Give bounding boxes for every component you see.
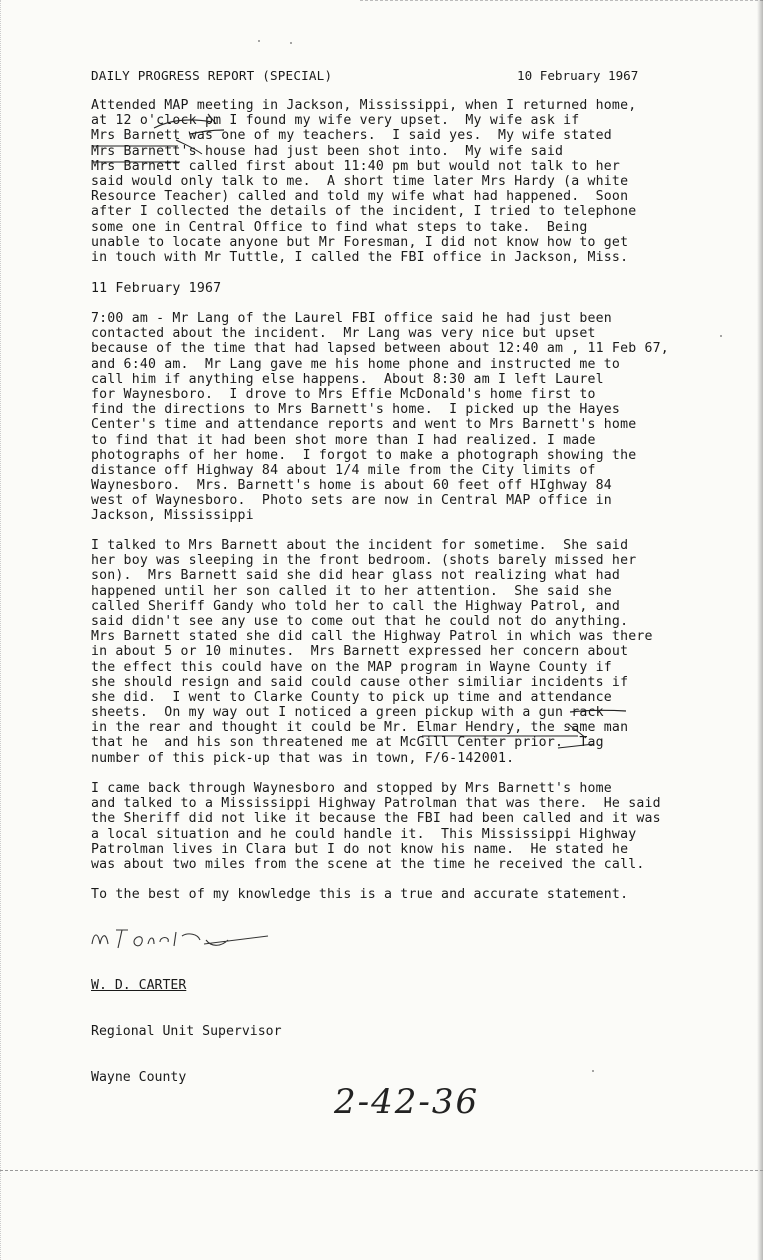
text-line: distance off Highway 84 about 1/4 mile from the City limits of (91, 462, 596, 478)
signer-name: W. D. CARTER (91, 978, 187, 994)
paragraph-1 (91, 98, 741, 265)
text-line: and talked to a Mississippi Highway Patrolman that was there. He said (91, 796, 661, 812)
text-line: said would only talk to me. A short time later Mrs Hardy (a white (91, 173, 629, 189)
text-line: to find that it had been shot more than I had realized. I made (91, 432, 596, 448)
text-line: son). Mrs Barnett said she did hear glass not realizing what had (91, 568, 621, 584)
text-line: Resource Teacher) called and told my wife what had happened. Soon (91, 189, 629, 205)
page-edge-left (0, 0, 4, 1260)
signer-title: Regional Unit Supervisor (91, 1024, 282, 1039)
text-line: sheets. On my way out I noticed a green pickup with a gun rack (91, 705, 604, 721)
text-line: in about 5 or 10 minutes. Mrs Barnett expressed her concern about (91, 644, 629, 660)
text-line: Jackson, Mississippi (91, 508, 254, 524)
page-edge-right (757, 0, 763, 1260)
text-line: Mrs Barnett called first about 11:40 pm but would not talk to her (91, 158, 621, 174)
text-line: after I collected the details of the incident, I tried to telephone (91, 204, 637, 220)
page-bottom-rule (0, 1170, 763, 1171)
text-line: for Waynesboro. I drove to Mrs Effie McDonald's home first to (91, 386, 596, 402)
text-line: because of the time that had lapsed between about 12:40 am , 11 Feb 67, (91, 341, 669, 357)
scan-speck (258, 40, 260, 42)
text-line: a local situation and he could handle it. This Mississippi Highway (91, 826, 637, 842)
text-line: 11 February 1967 (91, 281, 222, 296)
report-header (91, 68, 671, 84)
text-line: I came back through Waynesboro and stopped by Mrs Barnett's home (91, 781, 612, 796)
text-line: I talked to Mrs Barnett about the incident for sometime. She said (91, 538, 629, 553)
paragraph-3 (91, 538, 741, 766)
text-line: her boy was sleeping in the front bedroom. (shots barely missed her (91, 553, 637, 569)
text-line: the effect this could have on the MAP program in Wayne County if (91, 659, 612, 675)
text-line: call him if anything else happens. About 8:30 am I left Laurel (91, 371, 604, 387)
text-line: at 12 o'clock pm I found my wife very upset. My wife ask if (91, 113, 580, 129)
report-date: 10 February 1967 (517, 68, 639, 83)
text-line: happened until her son called it to her attention. She said she (91, 583, 612, 599)
text-line: that he and his son threatened me at McGill Center prior. Tag (91, 735, 604, 751)
scan-speck (290, 42, 292, 44)
text-line: said didn't see any use to come out that he could not do anything. (91, 613, 629, 629)
signature-block (91, 948, 282, 1115)
scan-speck (592, 1070, 594, 1072)
date-heading (91, 281, 741, 296)
attestation-statement (91, 887, 741, 902)
text-line: and 6:40 am. Mr Lang gave me his home phone and instructed me to (91, 356, 621, 372)
text-line: 7:00 am - Mr Lang of the Laurel FBI office said he had just been (91, 311, 612, 326)
text-line: photographs of her home. I forgot to make a photograph showing the (91, 447, 637, 463)
text-line: the Sheriff did not like it because the FBI had been called and it was (91, 811, 661, 827)
text-line: was about two miles from the scene at the time he received the call. (91, 856, 645, 872)
text-line: some one in Central Office to find what steps to take. Being (91, 219, 588, 235)
page-edge-top (360, 0, 763, 5)
text-line: west of Waynesboro. Photo sets are now in Central MAP office in (91, 493, 612, 509)
text-line: Mrs Barnett's house had just been shot into. My wife said (91, 143, 564, 159)
text-line: contacted about the incident. Mr Lang was very nice but upset (91, 326, 596, 342)
text-line: unable to locate anyone but Mr Foresman, I did not know how to get (91, 234, 629, 250)
paragraph-2 (91, 311, 741, 524)
text-line: find the directions to Mrs Barnett's home. I picked up the Hayes (91, 402, 621, 418)
handwritten-document-number: 2-42-36 (334, 1082, 480, 1122)
text-line: To the best of my knowledge this is a true and accurate statement. (91, 887, 629, 902)
text-line: Patrolman lives in Clara but I do not know his name. He stated he (91, 841, 629, 857)
text-line: called Sheriff Gandy who told her to call the Highway Patrol, and (91, 598, 621, 614)
text-line: in the rear and thought it could be Mr. Elmar Hendry, the same man (91, 720, 629, 736)
text-line: in touch with Mr Tuttle, I called the FBI office in Jackson, Miss. (91, 249, 629, 265)
text-line: she did. I went to Clarke County to pick up time and attendance (91, 689, 612, 705)
paragraph-4 (91, 781, 741, 872)
text-line: she should resign and said could cause other similiar incidents if (91, 674, 629, 690)
text-line: Mrs Barnett stated she did call the Highway Patrol in which was there (91, 629, 653, 645)
text-line: Waynesboro. Mrs. Barnett's home is about 60 feet off HIghway 84 (91, 478, 612, 494)
text-line: Attended MAP meeting in Jackson, Mississippi, when I returned home, (91, 98, 637, 113)
text-line: number of this pick-up that was in town, F/6-142001. (91, 750, 515, 766)
report-title: DAILY PROGRESS REPORT (SPECIAL) (91, 68, 333, 83)
text-line: Mrs Barnett was one of my teachers. I said yes. My wife stated (91, 128, 612, 144)
signer-county: Wayne County (91, 1069, 187, 1085)
text-line: Center's time and attendance reports and went to Mrs Barnett's home (91, 417, 637, 433)
